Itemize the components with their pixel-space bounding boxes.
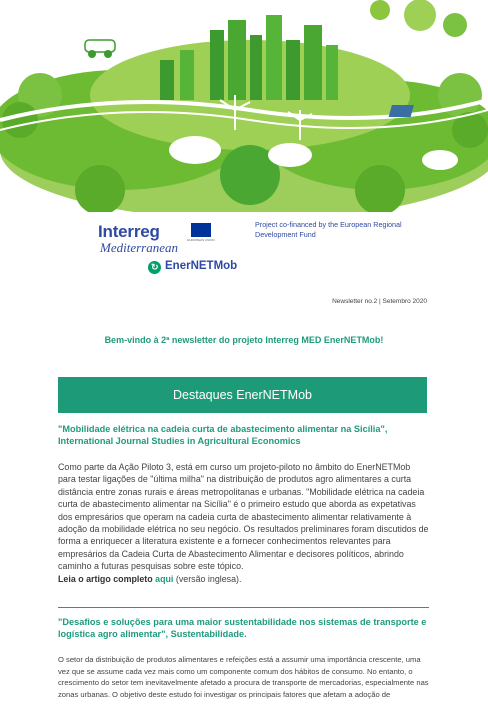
- article-1-title[interactable]: "Mobilidade elétrica na cadeia curta de abastecimento alimentar na Sicília", International Journal Studies in Agricultural Economics: [58, 424, 388, 446]
- eu-flag-icon: [191, 223, 211, 237]
- divider: [58, 607, 429, 608]
- logo-block: [98, 222, 418, 282]
- project-name: EnerNETMob: [165, 260, 238, 272]
- article-2-title[interactable]: "Desafios e soluções para uma maior sustentabilidade nos sistemas de transporte e logística agro alimentar", Sustentabilidade.: [58, 617, 427, 639]
- article-2-body: O setor da distribuição de produtos alimentares e refeições está a assumir uma importância crescente, uma vez que se assume cada vez mais como um componente comum dos hábitos de consumo. No entanto, o crescimento do setor tem inevitavelmente afetado a procura de transporte de mercadorias, especialmente nas zonas urbanas. O objetivo deste estudo foi investigar os principais fatores que afetam a adoção de: [58, 655, 429, 699]
- hero-illustration: [0, 0, 488, 212]
- article-1-read-more: [58, 573, 429, 585]
- article-1: [58, 423, 429, 585]
- eu-flag-caption: EUROPEAN UNION: [187, 238, 215, 242]
- read-more-suffix: (versão inglesa).: [175, 573, 242, 584]
- project-logo-icon: ↻: [148, 261, 161, 274]
- section-title: Destaques EnerNETMob: [173, 388, 312, 402]
- welcome-heading: Bem-vindo à 2ª newsletter do projeto Interreg MED EnerNETMob!: [104, 335, 384, 345]
- interreg-logo-text: Interreg: [98, 222, 160, 241]
- article-2: [58, 616, 429, 700]
- newsletter-issue: Newsletter no.2 | Setembro 2020: [332, 298, 427, 305]
- read-more-link[interactable]: aqui: [155, 573, 174, 584]
- read-more-prefix: Leia o artigo completo: [58, 573, 153, 584]
- programme-logo-text: Mediterranean: [100, 240, 178, 255]
- article-1-body: Como parte da Ação Piloto 3, está em curso um projeto-piloto no âmbito do EnerNETMob para testar ligações de "última milha" na distribuição de produtos agro alimentares a curta distância entre zonas rurais e áreas metropolitanas e urbanas. "Mobilidade elétrica na cadeia curta de abastecimento alimentar na Sicília" é o primeiro estudo que aborda as expetativas dos empresários que operam na cadeia curta de abastecimento alimentar relativamente à adoção da mobilidade elétrica no seu negócio. Os resultados preliminares foram discutidos de forma a enriquecer a literatura existente e a fornecer conhecimentos relevantes para empresários da Cadeia Curta de Abastecimento Alimentar e decisores políticos, abrindo caminho a futuras pesquisas sobre este tópico.: [58, 462, 429, 572]
- cofinanced-text: Project co-financed by the European Regional Development Fund: [255, 220, 402, 239]
- section-banner: [58, 377, 427, 413]
